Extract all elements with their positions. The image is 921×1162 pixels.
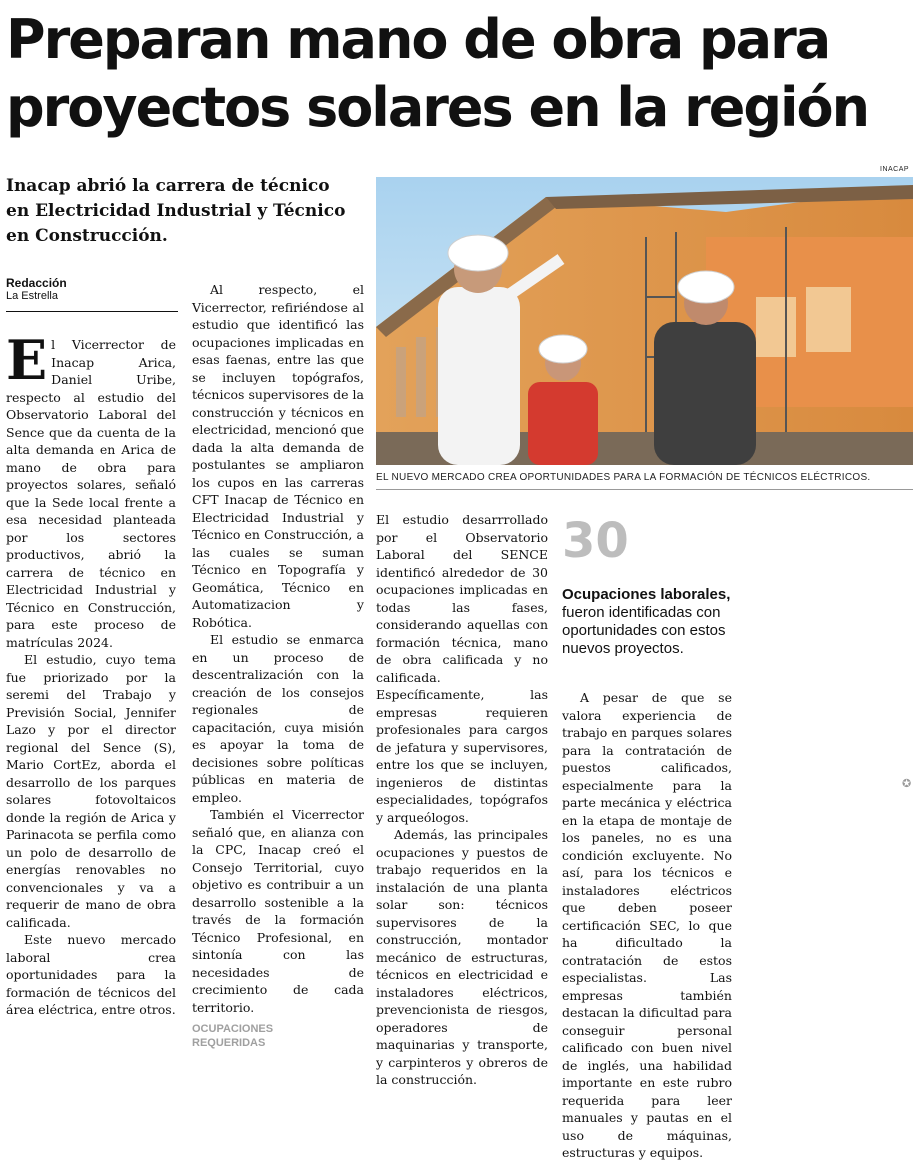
- headline-line-1: Preparan mano de obra para: [6, 8, 830, 71]
- article-column-4: [562, 689, 732, 1162]
- drop-cap: E: [6, 328, 48, 392]
- subheadline-line-1: Inacap abrió la carrera de técnico: [6, 176, 330, 196]
- paragraph-7: El estudio desarrrollado por el Observatorio Laboral del SENCE identificó alrededor de 30 ocupaciones implicadas en todas las fases, considerando aquellas con formación técnica, mano de obra calificada y no calificada. Específicamente, las empresas requieren profesionales para cargos de jefatura y supervisores, entre los que se incluyen, ingenieros de distintas especialidades, topógrafos y arqueólogos.: [376, 512, 548, 825]
- byline-publication: La Estrella: [6, 290, 58, 302]
- subheadline: [6, 174, 368, 249]
- paragraph-4: Al respecto, el Vicerrector, refiriéndose al estudio que identificó las ocupaciones implicadas en esas faenas, entre las que se incluyen topógrafos, técnicos supervisores de la construcción y técnicos en electricidad, mencionó que dada la alta demanda de postulantes se ampliaron los cupos en las carreras CFT Inacap de Técnico en Electricidad Industrial y Técnico en Construcción, a las cuales se suman Técnico en Topografía y Geomática, Técnico en Automatizacion y Robótica.: [192, 282, 365, 630]
- paragraph-5: El estudio se enmarca en un proceso de descentralización con la creación de los consejos regionales de capacitación, cuya misión es apoyar la toma de decisiones sobre políticas públicas en materia de empleo.: [192, 632, 364, 805]
- paragraph-3: Este nuevo mercado laboral crea oportunidades para la formación de técnicos del área eléctrica, entre otros.: [6, 932, 176, 1017]
- paragraph-6: También el Vicerrector señaló que, en alianza con la CPC, Inacap creó el Consejo Territorial, cuyo objetivo es contribuir a un desarrollo sostenible a la través de la formación Técnico Profesional, en sintonía con las necesidades de crecimiento de cada territorio.: [192, 807, 364, 1015]
- paragraph-9: A pesar de que se valora experiencia de trabajo en parques solares para la contratación de puestos calificados, especialmente para la parte mecánica y eléctrica en la etapa de montaje de los paneles, no es una condición excluyente. No así, para los técnicos e instaladores eléctricos que deben poseer certificación SEC, lo que ha dificultado la contratación de estos especialistas. Las empresas también destacan la dificultad para conseguir personal calificado con buen nivel de inglés, una habilidad importante en este rubro requerida para leer manuales y pautas en el uso de máquinas, estructuras y equipos.: [562, 690, 732, 1160]
- photo-caption: EL NUEVO MERCADO CREA OPORTUNIDADES PARA LA FORMACIÓN DE TÉCNICOS ELÉCTRICOS.: [376, 472, 871, 483]
- stat-number: 30: [562, 513, 629, 569]
- article-photo: [376, 177, 913, 465]
- photo-credit: INACAP: [880, 166, 910, 173]
- subheadline-line-2: en Electricidad Industrial y Técnico: [6, 201, 346, 221]
- article-column-3: [376, 511, 548, 1089]
- headline-line-2: proyectos solares en la región: [6, 76, 869, 139]
- end-mark-icon: ✪: [902, 777, 912, 790]
- byline-author: Redacción: [6, 276, 67, 290]
- section-heading-line-1: OCUPACIONES: [192, 1023, 274, 1035]
- caption-divider: [376, 489, 913, 490]
- paragraph-1: l Vicerrector de Inacap Arica, Daniel Uribe, respecto al estudio del Observatorio Laboral del Sence que da cuenta de la alta demanda en Arica de mano de obra para proyectos solares, señaló que la Sede local frente a esa necesidad planteada por los sectores productivos, abrió la carrera de técnico en Electricidad Industrial y Técnico en Construcción, para este proceso de matrículas 2024.: [6, 337, 176, 650]
- subheadline-line-3: en Construcción.: [6, 226, 168, 246]
- byline-divider: [6, 311, 178, 312]
- photo-illustration: [376, 177, 913, 465]
- byline: [6, 276, 176, 303]
- section-heading-line-2: REQUERIDAS: [192, 1037, 266, 1049]
- paragraph-2: El estudio, cuyo tema fue priorizado por la seremi del Trabajo y Previsión Social, Jennifer Lazo y por el director regional del Sence (S), Mario CortEz, aborda el desarrollo de los parques solares fotovoltaicos donde la región de Arica y Parinacota se perfila como un polo de desarrollo de energías renovables no convencionales y va a requerir de mano de obra calificada.: [6, 652, 176, 930]
- section-heading: [192, 1022, 364, 1050]
- stat-label-rest: fueron identificadas con oportunidades con estos nuevos proyectos.: [562, 604, 726, 657]
- article-column-1: [6, 328, 176, 1019]
- paragraph-8: Además, las principales ocupaciones y puestos de trabajo requeridos en la instalación de una planta solar son: técnicos supervisores de la construcción, montador mecánico de estructuras, técnicos en electricidad e instaladores eléctricos, prevencionista de riesgos, operadores de maquinarias y transporte, y carpinteros y obreros de la construcción.: [376, 827, 548, 1087]
- article-column-2: [192, 281, 364, 1052]
- stat-label: [562, 586, 740, 658]
- stat-label-bold: Ocupaciones laborales,: [562, 586, 731, 603]
- headline: [6, 6, 911, 142]
